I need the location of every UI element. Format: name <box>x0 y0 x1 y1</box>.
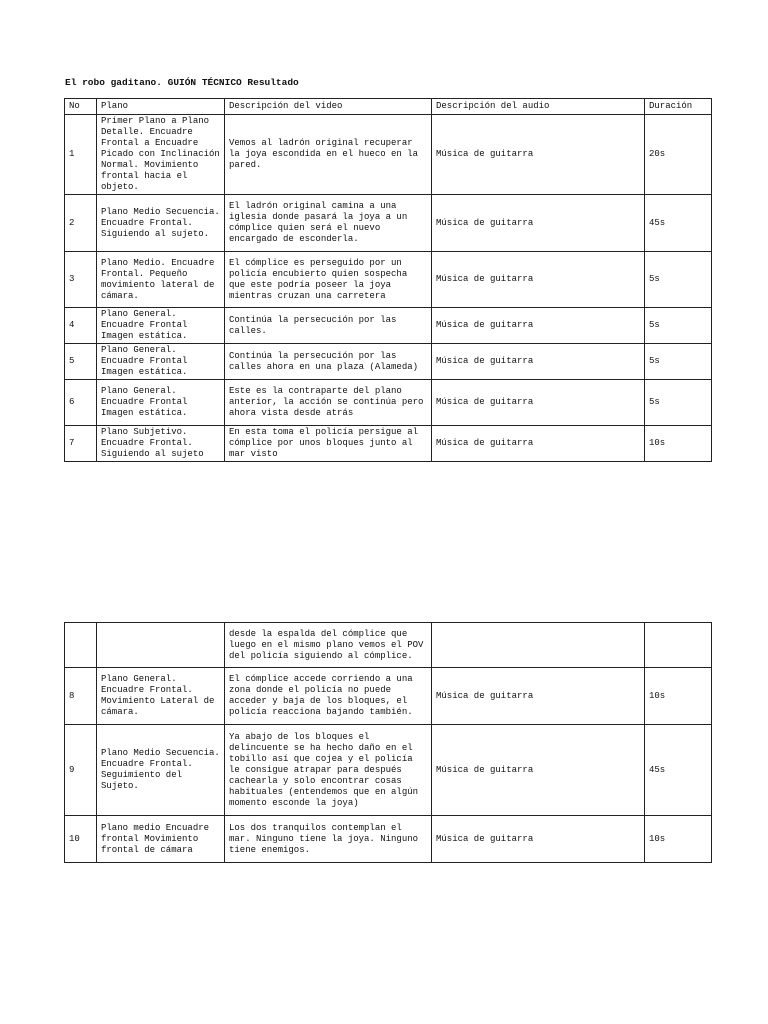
table-row <box>65 252 712 308</box>
cell-duracion: 10s <box>645 816 712 863</box>
table-row <box>65 380 712 426</box>
cell-video: En esta toma el policía persigue al cómplice por unos bloques junto al mar visto <box>225 426 432 462</box>
cell-plano: Plano Medio Secuencia. Encuadre Frontal. Siguiendo al sujeto. <box>97 195 225 252</box>
cell-no: 7 <box>65 426 97 462</box>
cell-video: El ladrón original camina a una iglesia donde pasará la joya a un cómplice quien será el nuevo encargado de esconderla. <box>225 195 432 252</box>
table-row <box>65 623 712 668</box>
cell-audio: Música de guitarra <box>432 115 645 195</box>
header-duracion: Duración <box>645 99 712 115</box>
cell-plano: Plano Subjetivo. Encuadre Frontal. Siguiendo al sujeto <box>97 426 225 462</box>
header-video: Descripción del video <box>225 99 432 115</box>
cell-audio: Música de guitarra <box>432 195 645 252</box>
table-row <box>65 308 712 344</box>
cell-no: 3 <box>65 252 97 308</box>
cell-plano: Primer Plano a Plano Detalle. Encuadre Frontal a Encuadre Picado con Inclinación Normal. Movimiento frontal hacia el objeto. <box>97 115 225 195</box>
cell-video: Los dos tranquilos contemplan el mar. Ninguno tiene la joya. Ninguno tiene enemigos. <box>225 816 432 863</box>
cell-plano: Plano General. Encuadre Frontal. Movimiento Lateral de cámara. <box>97 668 225 725</box>
cell-audio: Música de guitarra <box>432 668 645 725</box>
cell-audio: Música de guitarra <box>432 252 645 308</box>
cell-plano: Plano General. Encuadre Frontal Imagen estática. <box>97 308 225 344</box>
table-header-row <box>65 99 712 115</box>
technical-script-table-page2 <box>64 622 712 863</box>
technical-script-table-page1 <box>64 98 712 462</box>
header-audio: Descripción del audio <box>432 99 645 115</box>
header-plano: Plano <box>97 99 225 115</box>
header-no: No <box>65 99 97 115</box>
cell-video: Este es la contraparte del plano anterior, la acción se continúa pero ahora vista desde atrás <box>225 380 432 426</box>
cell-audio <box>432 623 645 668</box>
cell-duracion: 45s <box>645 195 712 252</box>
cell-duracion <box>645 623 712 668</box>
cell-duracion: 5s <box>645 344 712 380</box>
table-row <box>65 725 712 816</box>
cell-plano: Plano General. Encuadre Frontal Imagen estática. <box>97 380 225 426</box>
cell-no: 10 <box>65 816 97 863</box>
cell-no: 2 <box>65 195 97 252</box>
cell-video: desde la espalda del cómplice que luego en el mismo plano vemos el POV del policía siguiendo al cómplice. <box>225 623 432 668</box>
cell-video: Vemos al ladrón original recuperar la joya escondida en el hueco en la pared. <box>225 115 432 195</box>
cell-plano <box>97 623 225 668</box>
cell-no: 8 <box>65 668 97 725</box>
cell-plano: Plano Medio Secuencia. Encuadre Frontal. Seguimiento del Sujeto. <box>97 725 225 816</box>
cell-no <box>65 623 97 668</box>
cell-plano: Plano medio Encuadre frontal Movimiento frontal de cámara <box>97 816 225 863</box>
table-row <box>65 344 712 380</box>
cell-plano: Plano General. Encuadre Frontal Imagen estática. <box>97 344 225 380</box>
table-row <box>65 195 712 252</box>
cell-video: El cómplice accede corriendo a una zona donde el policía no puede acceder y baja de los bloques, el policía reacciona bajando también. <box>225 668 432 725</box>
document-title: El robo gaditano. GUIÓN TÉCNICO Resultado <box>65 77 299 88</box>
cell-no: 1 <box>65 115 97 195</box>
cell-video: Ya abajo de los bloques el delincuente se ha hecho daño en el tobillo así que cojea y el policía le consigue atrapar para después cachearla y solo encontrar cosas habituales (entendemos que en algún momento esconde la joya) <box>225 725 432 816</box>
cell-duracion: 5s <box>645 380 712 426</box>
cell-video: El cómplice es perseguido por un policía encubierto quien sospecha que este podría poseer la joya mientras cruzan una carretera <box>225 252 432 308</box>
cell-audio: Música de guitarra <box>432 725 645 816</box>
cell-audio: Música de guitarra <box>432 426 645 462</box>
table-row <box>65 426 712 462</box>
cell-duracion: 10s <box>645 668 712 725</box>
table-row <box>65 816 712 863</box>
table-row <box>65 668 712 725</box>
cell-duracion: 45s <box>645 725 712 816</box>
cell-duracion: 5s <box>645 308 712 344</box>
cell-video: Continúa la persecución por las calles ahora en una plaza (Alameda) <box>225 344 432 380</box>
cell-duracion: 5s <box>645 252 712 308</box>
cell-no: 5 <box>65 344 97 380</box>
cell-plano: Plano Medio. Encuadre Frontal. Pequeño movimiento lateral de cámara. <box>97 252 225 308</box>
cell-audio: Música de guitarra <box>432 816 645 863</box>
cell-audio: Música de guitarra <box>432 308 645 344</box>
table-row <box>65 115 712 195</box>
cell-audio: Música de guitarra <box>432 344 645 380</box>
cell-duracion: 20s <box>645 115 712 195</box>
cell-video: Continúa la persecución por las calles. <box>225 308 432 344</box>
cell-duracion: 10s <box>645 426 712 462</box>
cell-no: 4 <box>65 308 97 344</box>
cell-no: 9 <box>65 725 97 816</box>
cell-no: 6 <box>65 380 97 426</box>
cell-audio: Música de guitarra <box>432 380 645 426</box>
